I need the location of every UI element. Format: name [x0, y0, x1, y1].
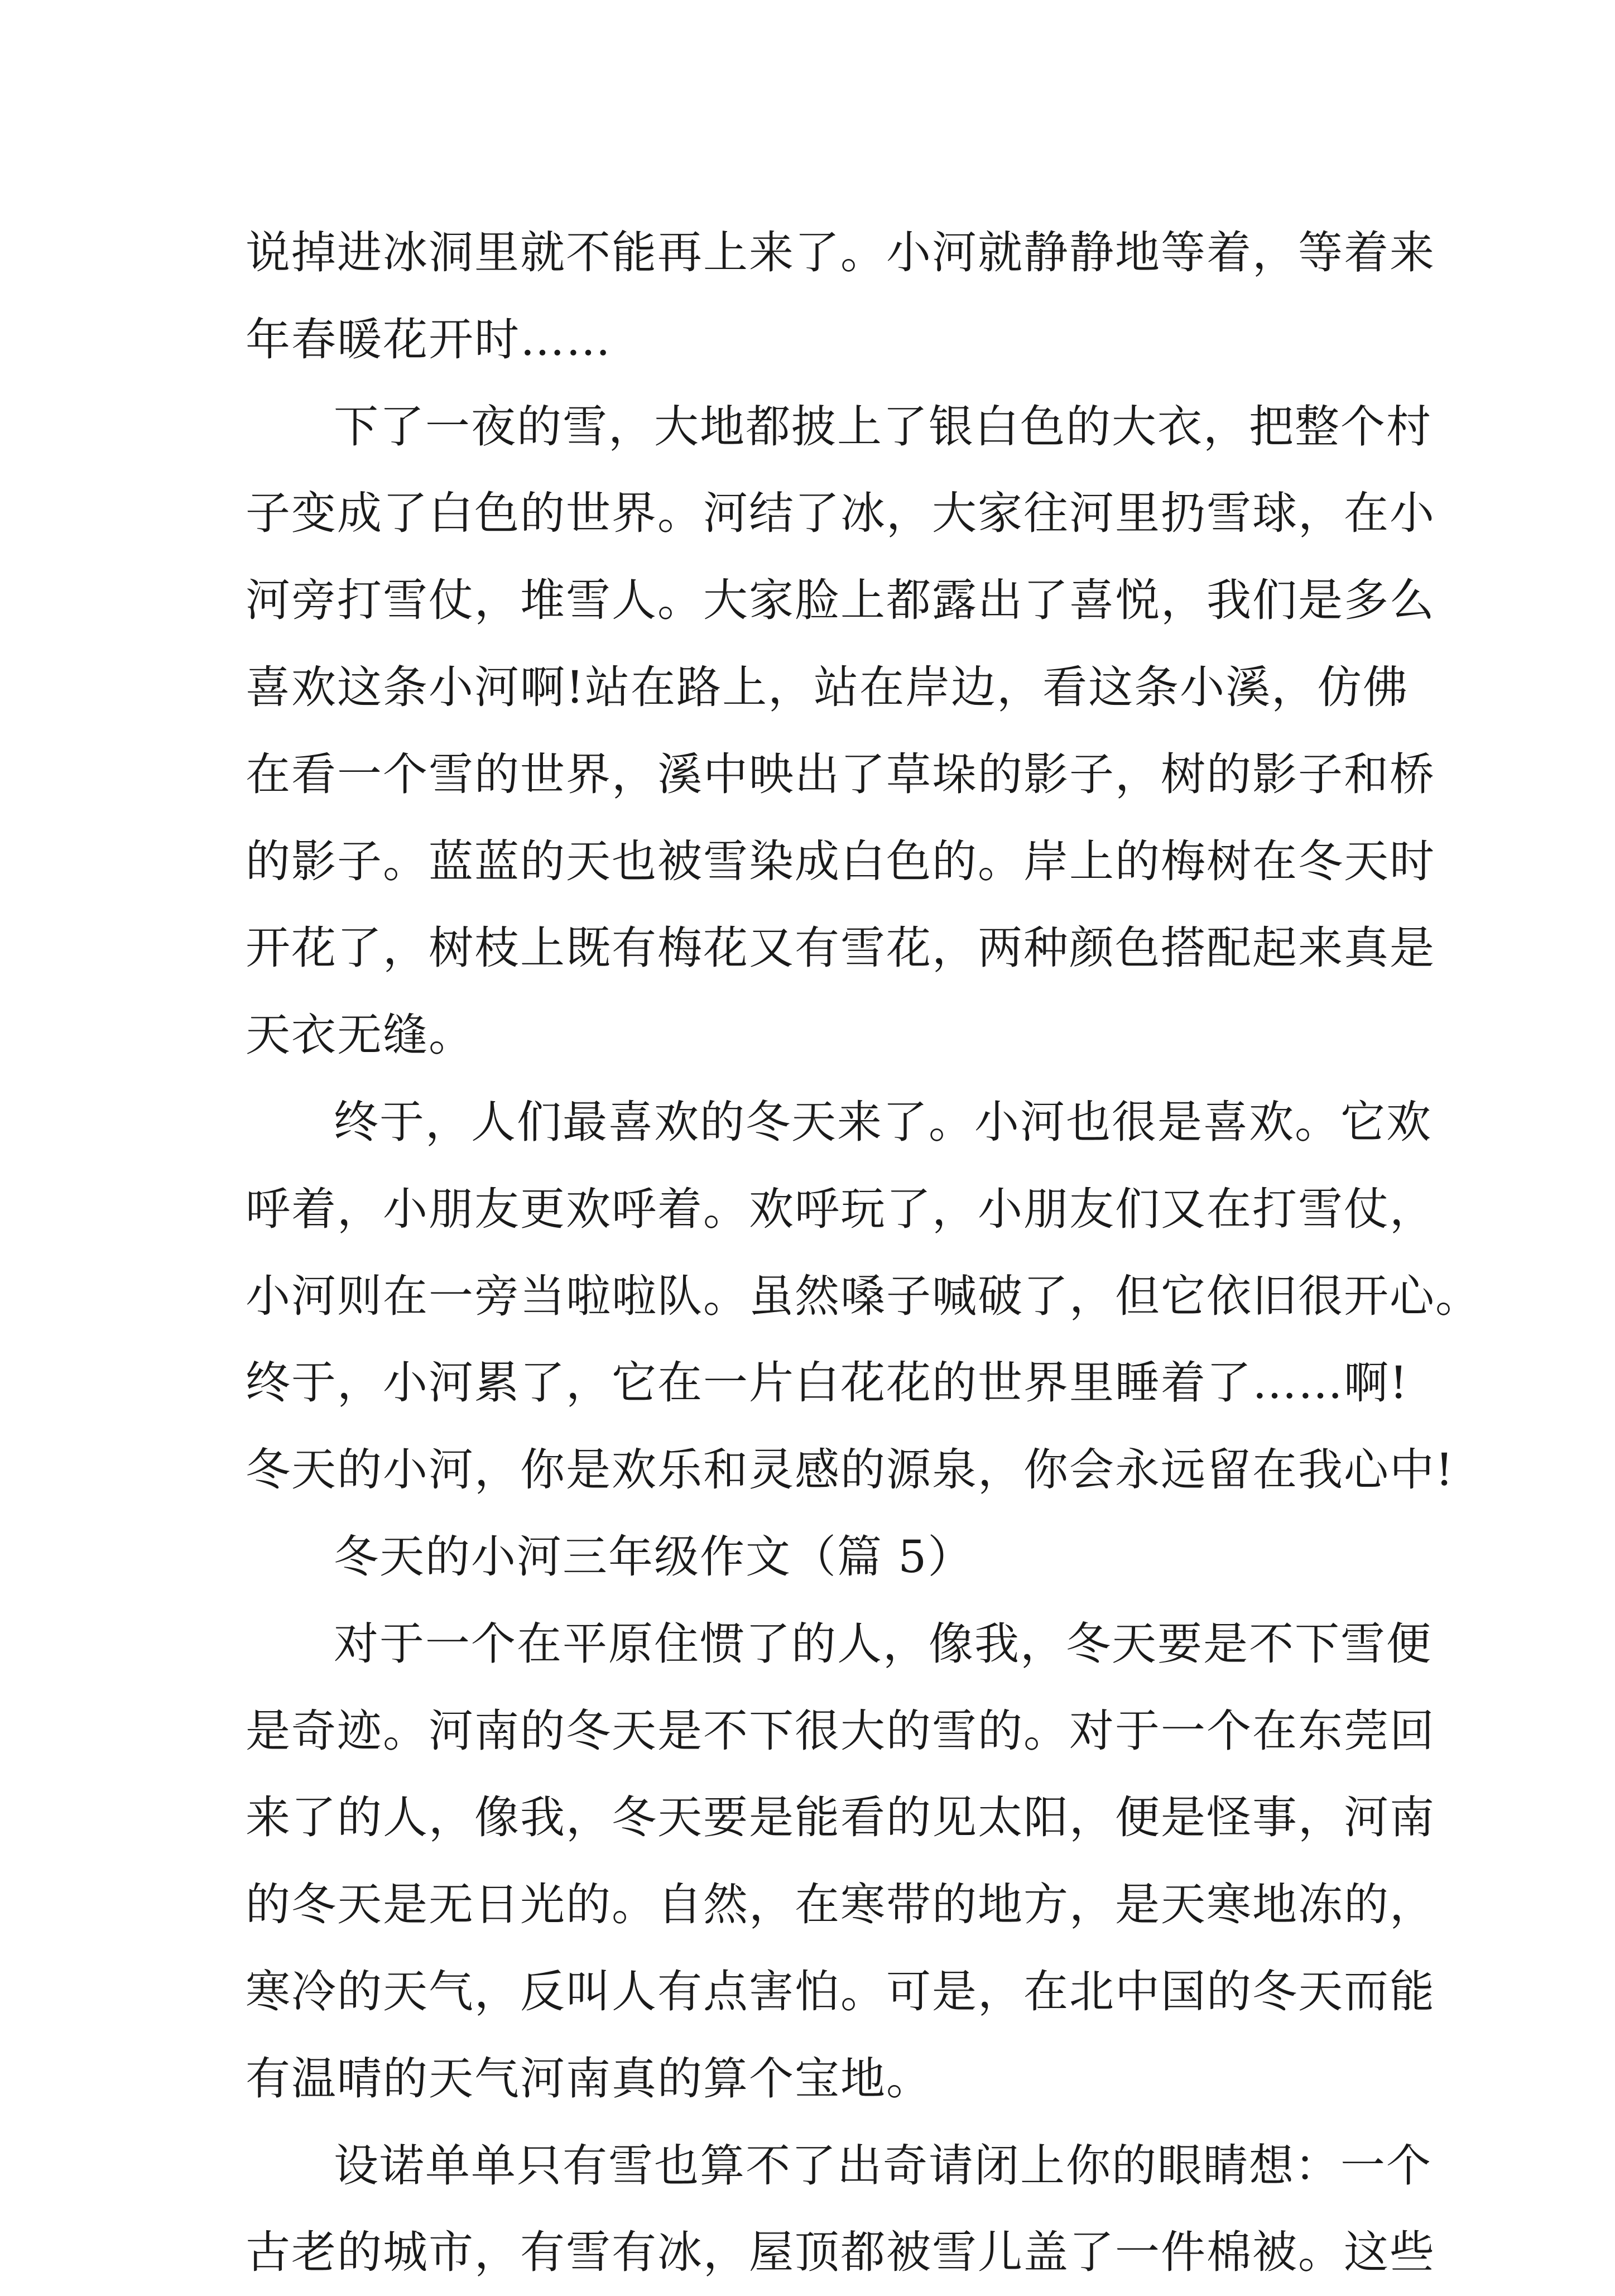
text-line: 来了的人，像我，冬天要是能看的见太阳，便是怪事，河南 — [246, 1791, 1435, 1844]
text-line: 终于，小河累了，它在一片白花花的世界里睡着了……啊! — [246, 1357, 1409, 1409]
document-body — [246, 209, 1481, 2296]
text-line: 的影子。蓝蓝的天也被雪染成白色的。岸上的梅树在冬天时 — [246, 835, 1435, 887]
text-line: 喜欢这条小河啊!站在路上，站在岸边，看这条小溪，仿佛 — [246, 661, 1409, 713]
text-line: 的冬天是无日光的。自然，在寒带的地方，是天寒地冻的， — [246, 1879, 1435, 1931]
text-line: 子变成了白色的世界。河结了冰，大家往河里扔雪球，在小 — [246, 487, 1435, 540]
text-line: 开花了，树枝上既有梅花又有雪花，两种颜色搭配起来真是 — [246, 922, 1435, 974]
text-line: 有温晴的天气河南真的算个宝地。 — [246, 2052, 932, 2105]
text-line: 呼着，小朋友更欢呼着。欢呼玩了，小朋友们又在打雪仗， — [246, 1183, 1435, 1235]
text-line: 是奇迹。河南的冬天是不下很大的雪的。对于一个在东莞回 — [246, 1704, 1435, 1757]
text-line: 古老的城市，有雪有冰，屋顶都被雪儿盖了一件棉被。这些 — [246, 2226, 1435, 2279]
text-line: 河旁打雪仗，堆雪人。大家脸上都露出了喜悦，我们是多么 — [246, 574, 1435, 627]
text-line: 下了一夜的雪，大地都披上了银白色的大衣，把整个村 — [334, 400, 1432, 453]
text-line: 年春暖花开时…… — [246, 313, 612, 366]
text-line: 设诺单单只有雪也算不了出奇请闭上你的眼睛想：一个 — [334, 2139, 1432, 2192]
text-line: 在看一个雪的世界，溪中映出了草垛的影子，树的影子和桥 — [246, 748, 1435, 800]
text-line: 小河则在一旁当啦啦队。虽然嗓子喊破了，但它依旧很开心。 — [246, 1270, 1481, 1322]
text-line: 说掉进冰洞里就不能再上来了。小河就静静地等着，等着来 — [246, 227, 1435, 278]
text-line: 天衣无缝。 — [246, 1009, 474, 1061]
text-line: 冬天的小河三年级作文（篇 5） — [334, 1530, 974, 1583]
text-line: 终于，人们最喜欢的冬天来了。小河也很是喜欢。它欢 — [334, 1096, 1432, 1148]
text-line: 冬天的小河，你是欢乐和灵感的源泉，你会永远留在我心中! — [246, 1444, 1455, 1496]
text-line: 寒冷的天气，反叫人有点害怕。可是，在北中国的冬天而能 — [246, 1965, 1435, 2018]
text-line: 对于一个在平原住惯了的人，像我，冬天要是不下雪便 — [334, 1617, 1432, 1670]
